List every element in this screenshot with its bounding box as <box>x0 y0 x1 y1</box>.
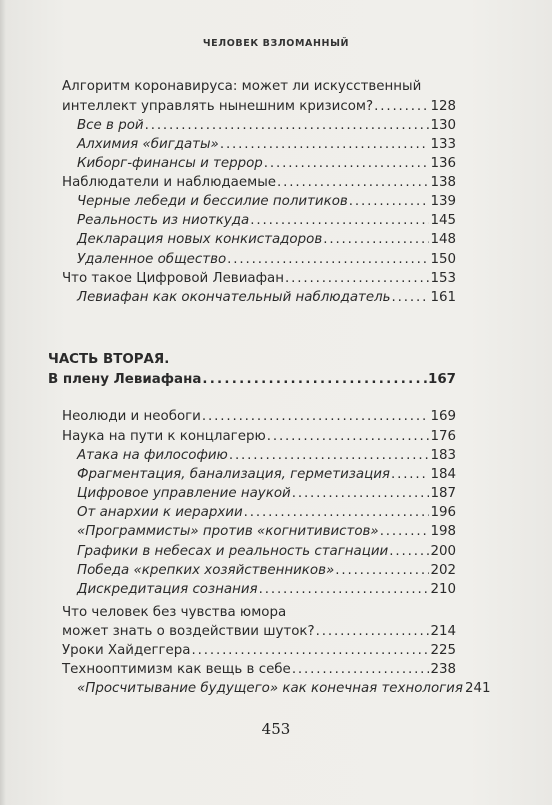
leader-dots <box>220 135 430 155</box>
toc-entry-line1: Алгоритм коронавируса: может ли искусственный <box>62 79 422 94</box>
toc-entry-title: Киборг-финансы и террор <box>77 156 263 171</box>
part-two-label: ЧАСТЬ ВТОРАЯ. <box>48 352 170 367</box>
toc-entry-page: 148 <box>430 232 456 247</box>
toc-entry[interactable] <box>77 250 456 270</box>
leader-dots <box>380 522 430 542</box>
toc-entry-title: Удаленное общество <box>77 252 227 267</box>
toc-entry-page: 241 <box>464 681 491 696</box>
toc-entry-title: интеллект управлять нынешним кризисом? <box>62 99 374 114</box>
toc-entry-page: 133 <box>430 137 456 152</box>
toc-entry[interactable] <box>62 173 456 193</box>
toc-entry-title: Технооптимизм как вещь в себе <box>62 662 291 677</box>
toc-entry[interactable] <box>77 522 456 542</box>
toc-entry-title: Черные лебеди и бессилие политиков <box>77 194 348 209</box>
toc-entry[interactable] <box>77 211 456 231</box>
leader-dots <box>389 542 429 562</box>
toc-entry-title: Победа «крепких хозяйственников» <box>77 563 335 578</box>
toc-entry-page: 169 <box>430 409 456 424</box>
leader-dots <box>285 269 429 289</box>
leader-dots <box>316 622 430 642</box>
toc-entry[interactable] <box>77 679 491 699</box>
toc-entry-title: Все в рой <box>77 118 144 133</box>
toc-entry-page: 210 <box>430 582 456 597</box>
page-number: 453 <box>261 720 291 738</box>
toc-entry[interactable] <box>77 192 456 212</box>
page-gutter-shadow <box>0 0 6 805</box>
toc-entry-page: 153 <box>430 271 456 286</box>
toc-entry-page: 130 <box>430 118 456 133</box>
part-two-page: 167 <box>428 372 456 387</box>
toc-entry-page: 225 <box>430 643 456 658</box>
toc-entry[interactable] <box>77 230 456 250</box>
toc-entry[interactable] <box>62 641 456 661</box>
toc-entry[interactable] <box>77 580 456 600</box>
leader-dots <box>229 446 430 466</box>
toc-entry-page: 150 <box>430 252 456 267</box>
toc-entry-page: 136 <box>430 156 456 171</box>
leader-dots <box>335 561 429 581</box>
toc-entry[interactable] <box>77 503 456 523</box>
toc-entry-page: 128 <box>430 99 456 114</box>
toc-entry-page: 202 <box>430 563 456 578</box>
toc-entry-title: Реальность из ниоткуда <box>77 213 250 228</box>
leader-dots <box>374 97 429 117</box>
toc-entry[interactable] <box>77 542 456 562</box>
toc-entry-page: 200 <box>430 544 456 559</box>
toc-entry-title: Наука на пути к концлагерю <box>62 429 266 444</box>
toc-entry-page: 187 <box>430 486 456 501</box>
toc-entry[interactable] <box>62 269 456 289</box>
toc-entry[interactable] <box>77 446 456 466</box>
part-two-title: В плену Левиафана <box>48 372 202 387</box>
toc-entry[interactable] <box>77 288 456 308</box>
toc-entry-page: 198 <box>430 524 456 539</box>
toc-entry-line1: Что человек без чувства юмора <box>62 605 287 620</box>
leader-dots <box>244 503 430 523</box>
toc-entry-page: 139 <box>430 194 456 209</box>
toc-entry-page: 238 <box>430 662 456 677</box>
leader-dots <box>259 580 430 600</box>
leader-dots <box>192 641 430 661</box>
leader-dots <box>227 250 429 270</box>
leader-dots <box>391 465 429 485</box>
toc-entry[interactable] <box>77 116 456 136</box>
toc-entry[interactable] <box>62 660 456 680</box>
toc-entry-page: 145 <box>430 213 456 228</box>
toc-entry-title: Фрагментация, банализация, герметизация <box>77 467 390 482</box>
leader-dots <box>202 407 430 427</box>
leader-dots <box>202 370 427 390</box>
toc-entry-title: Алхимия «бигдаты» <box>77 137 219 152</box>
toc-entry[interactable] <box>62 97 456 117</box>
toc-entry-page: 196 <box>430 505 456 520</box>
toc-entry-page: 161 <box>430 290 456 305</box>
toc-entry-title: Декларация новых конкистадоров <box>77 232 323 247</box>
toc-entry-title: Дискредитация сознания <box>77 582 258 597</box>
toc-entry-title: Левиафан как окончательный наблюдатель <box>77 290 391 305</box>
leader-dots <box>323 230 429 250</box>
toc-entry-page: 214 <box>430 624 456 639</box>
toc-entry-title: Наблюдатели и наблюдаемые <box>62 175 277 190</box>
toc-entry[interactable] <box>62 427 456 447</box>
toc-entry-title: Графики в небесах и реальность стагнации <box>77 544 389 559</box>
toc-entry-page: 138 <box>430 175 456 190</box>
leader-dots <box>145 116 430 136</box>
leader-dots <box>349 192 430 212</box>
toc-entry-title: От анархии к иерархии <box>77 505 243 520</box>
toc-entry[interactable] <box>62 622 456 642</box>
leader-dots <box>292 484 430 504</box>
leader-dots <box>264 154 430 174</box>
toc-entry[interactable] <box>62 407 456 427</box>
toc-entry-page: 176 <box>430 429 456 444</box>
toc-entry-title: Неолюди и необоги <box>62 409 201 424</box>
leader-dots <box>250 211 429 231</box>
toc-entry[interactable] <box>77 154 456 174</box>
toc-entry-title: может знать о воздействии шуток? <box>62 624 315 639</box>
toc-entry-title: Атака на философию <box>77 448 228 463</box>
toc-entry-title: Уроки Хайдеггера <box>62 643 191 658</box>
running-head: ЧЕЛОВЕК ВЗЛОМАННЫЙ <box>202 38 350 49</box>
toc-entry[interactable] <box>77 484 456 504</box>
leader-dots <box>277 173 429 193</box>
toc-entry-title: «Просчитывание будущего» как конечная технология <box>77 681 463 696</box>
toc-entry-title: Цифровое управление наукой <box>77 486 291 501</box>
toc-entry-title: Что такое Цифровой Левиафан <box>62 271 285 286</box>
toc-entry[interactable] <box>77 135 456 155</box>
toc-entry-title: «Программисты» против «когнитивистов» <box>77 524 379 539</box>
leader-dots <box>392 288 430 308</box>
leader-dots <box>292 660 430 680</box>
toc-entry-page: 184 <box>430 467 456 482</box>
toc-entry-page: 183 <box>430 448 456 463</box>
part-two-heading[interactable] <box>48 370 456 390</box>
toc-entry[interactable] <box>77 465 456 485</box>
toc-entry[interactable] <box>77 561 456 581</box>
leader-dots <box>267 427 430 447</box>
